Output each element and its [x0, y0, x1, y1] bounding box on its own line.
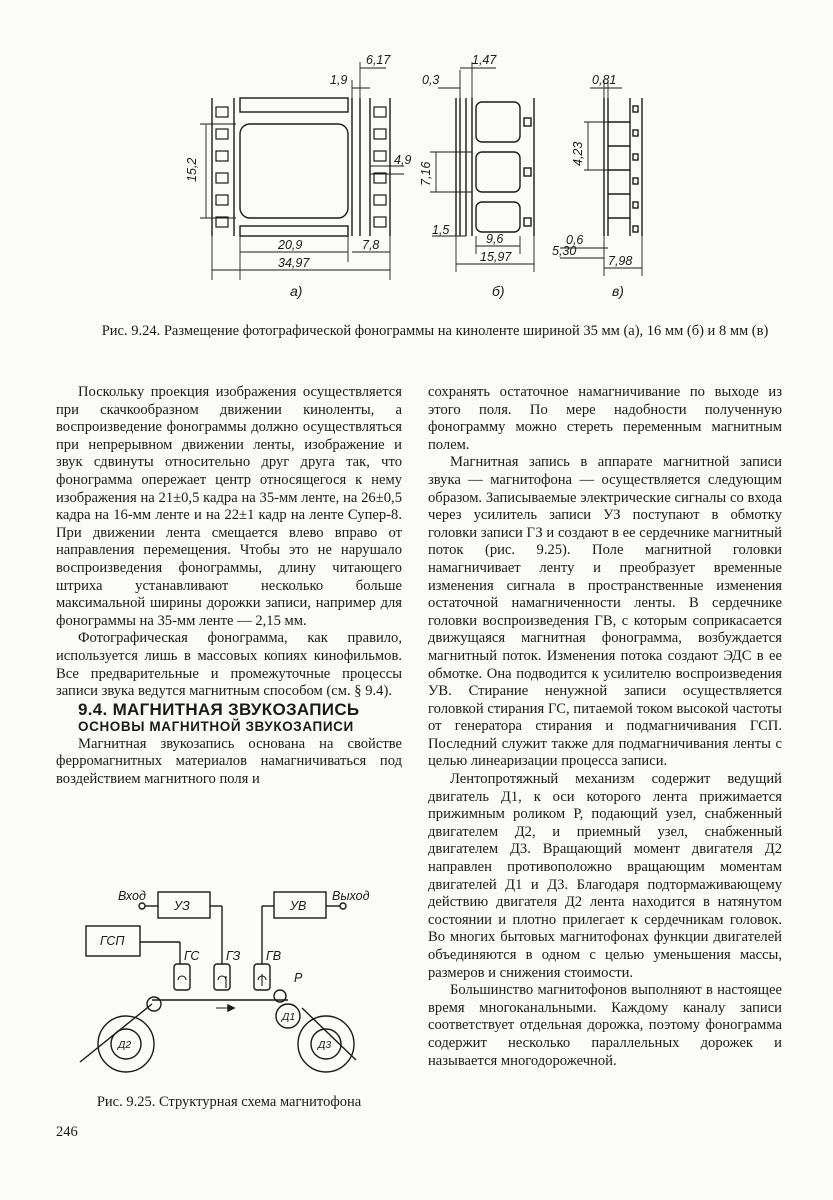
paragraph: Лентопротяжный механизм содержит ведущий двигатель Д1, к оси которого лента прижимается прижимным роликом Р, подающий узел, снабженный двигателем Д2, и приемный узел, снабженный двигателем Д3. Вращающий момент двигателя Д2 направлен противоположно вращающим моментам двигателей Д1 и Д3. Благодаря подтормаживающему действию двигателя Д2 лента находится в натянутом состоянии и плотно прилегает к сердечникам головок. Во многих бытовых магнитофонах функции двигателей объединяются в одном с целью уменьшения массы, размеров и снижения стоимости.: [428, 771, 782, 981]
dim-b-1-47: 1,47: [472, 53, 497, 67]
input-label: Вход: [118, 889, 146, 903]
output-label: Выход: [332, 889, 370, 903]
subsection-heading: ОСНОВЫ МАГНИТНОЙ ЗВУКОЗАПИСИ: [78, 719, 354, 735]
gs-label: ГС: [184, 949, 200, 963]
section-heading: 9.4. МАГНИТНАЯ ЗВУКОЗАПИСЬ: [78, 699, 360, 719]
dim-b-15-97: 15,97: [480, 250, 512, 264]
roller-label: Р: [294, 971, 303, 985]
paragraph: Магнитная звукозапись основана на свойстве ферромагнитных материалов намагничиваться под воздействием магнитного поля и: [56, 735, 402, 788]
figure-9-25: [56, 872, 396, 1092]
paragraph: сохранять остаточное намагничивание по выходе из этого поля. По мере надобности полученную фонограмму можно стереть переменным магнитным полем.: [428, 384, 782, 453]
gz-label: ГЗ: [226, 949, 241, 963]
figure-9-24: [160, 40, 800, 310]
amp-rec-label: УЗ: [174, 899, 190, 913]
film-16mm-drawing: [430, 62, 534, 272]
left-column: [56, 384, 402, 789]
figure-9-24-caption: Рис. 9.24. Размещение фотографической фонограммы на киноленте шириной 35 мм (а), 16 мм (б) и 8 мм (в): [101, 323, 769, 339]
recording-head: [214, 964, 230, 990]
dim-c-5-30: 5,30: [552, 244, 577, 258]
right-column: [428, 384, 782, 1070]
tape-guide-left: [147, 997, 161, 1011]
erase-head: [174, 964, 190, 990]
d3-label: Д3: [318, 1039, 332, 1051]
dim-a-34-97: 34,97: [278, 256, 310, 270]
paragraph: Магнитная запись в аппарате магнитной записи звука — магнитофона — осуществляется следующим образом. Записываемые электрические сигналы со входа через усилитель записи УЗ поступают в обмотку головки записи ГЗ и создают в ее сердечнике магнитный поток (рис. 9.25). Поле магнитной головки намагничивает ленту и преобразует временные изменения сигнала в пространственные изменения остаточной намагниченности ленты. В сердечнике головки воспроизведения ГВ, с которым соприкасается движущаяся магнитная фонограмма, возбуждается магнитный поток. Изменения потока создают ЭДС в ее обмотке. Она подводится к усилителю воспроизведения УВ. Стирание ненужной записи осуществляется головкой стирания ГС, питаемой током высокой частоты от генератора стирания и подмагничивания ГСП. Последний служит также для подмагничивания ленты с целью линеаризации процесса записи.: [428, 454, 782, 770]
dim-a-6-17: 6,17: [366, 53, 391, 67]
paragraph: Поскольку проекция изображения осуществляется при скачкообразном движении киноленты, а воспроизведение фонограммы должно осуществляться при непрерывном движении ленты, изображение и звук сдвинуты относительно друг друга так, что фонограмма опережает центр относящегося к нему изображения на 21±0,5 кадра на 35-мм ленте, на 26±0,5 кадра на 16-мм ленте и на 22±1 кадр на ленте Супер-8. При движении лента смещается влево вправо от направления перемещения. Чтобы это не нарушало воспроизведения фонограммы, длину читающего штриха устанавливают несколько больше максимальной ширины дорожки записи, например для фонограммы на 35-мм ленте — 2,15 мм.: [56, 384, 402, 629]
input-terminal: [139, 903, 145, 909]
page-number: 246: [56, 1124, 78, 1140]
label-b: б): [492, 283, 505, 299]
dim-c-0-81: 0,81: [592, 73, 617, 87]
gv-label: ГВ: [266, 949, 282, 963]
dim-a-15-2: 15,2: [185, 157, 199, 182]
label-c: в): [612, 283, 624, 299]
d2-label: Д2: [118, 1039, 132, 1051]
dim-b-0-3: 0,3: [422, 73, 440, 87]
dim-a-4-9: 4,9: [394, 153, 412, 167]
paragraph: Фотографическая фонограмма, как правило, используется лишь в массовых копиях кинофильмов. Все предварительные и промежуточные процессы записи звука ведутся магнитным способом (см. § 9.4).: [56, 630, 402, 700]
output-terminal: [340, 903, 346, 909]
amp-play-label: УВ: [290, 899, 307, 913]
dim-a-7-8: 7,8: [362, 238, 380, 252]
dim-a-1-9: 1,9: [330, 73, 348, 87]
dim-c-0-6: 0,6: [566, 233, 584, 247]
paragraph: Большинство магнитофонов выполняют в настоящее время многоканальными. Каждому каналу записи соответствует отдельная дорожка, поэтому фонограмма содержит несколько параллельных дорожек и называется многодорожечной.: [428, 982, 782, 1069]
dim-b-1-5: 1,5: [432, 223, 450, 237]
dim-b-9-6: 9,6: [486, 232, 504, 246]
figure-9-25-caption: Рис. 9.25. Структурная схема магнитофона: [96, 1094, 362, 1110]
dim-c-7-98: 7,98: [608, 254, 633, 268]
label-a: а): [290, 283, 303, 299]
dim-a-20-9: 20,9: [278, 238, 303, 252]
dim-c-4-23: 4,23: [571, 141, 585, 166]
gsp-label: ГСП: [100, 934, 125, 948]
dim-b-7-16: 7,16: [419, 161, 433, 186]
d1-label: Д1: [282, 1011, 296, 1023]
